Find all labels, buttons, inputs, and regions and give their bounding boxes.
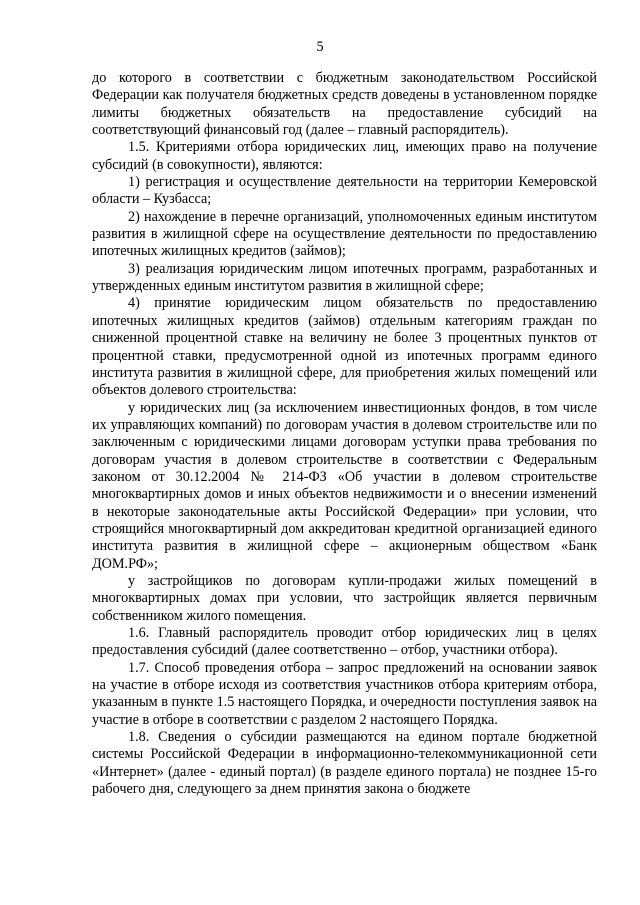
paragraph-criterion-2: 2) нахождение в перечне организаций, уполномоченных единым институтом развития в жилищной сфере на осуществление деятельности по предоставлению ипотечных жилищных кредитов (займов); — [92, 208, 597, 260]
paragraph-criterion-4: 4) принятие юридическим лицом обязательств по предоставлению ипотечных жилищных кредитов (займов) отдельным категориям граждан по сниженной процентной ставке на величину не более 3 процентных пунктов от процентной ставки, предусмотренной одной из ипотечных программ единого института развития в жилищной сфере, для приобретения жилых помещений или объектов долевого строительства: — [92, 295, 597, 399]
paragraph-1-6: 1.6. Главный распорядитель проводит отбор юридических лиц в целях предоставления субсидий (далее соответственно – отбор, участники отбора). — [92, 625, 597, 659]
paragraph-legal-entities: у юридических лиц (за исключением инвестиционных фондов, в том числе их управляющих компаний) по договорам участия в долевом строительстве или по заключенным с юридическими лицами договорам уступки права требования по договорам участия в долевом строительстве в соответствии с Федеральным законом от 30.12.2004 № 214-ФЗ «Об участии в долевом строительстве многоквартирных домов и иных объектов недвижимости и о внесении изменений в некоторые законодательные акты Российской Федерации» при условии, что строящийся многоквартирный дом аккредитован кредитной организацией единого института развития в жилищной сфере – акционерным обществом «Банк ДОМ.РФ»; — [92, 399, 597, 572]
paragraph-1-5-criteria: 1.5. Критериями отбора юридических лиц, имеющих право на получение субсидий (в совокупности), являются: — [92, 139, 597, 173]
paragraph-continuation: до которого в соответствии с бюджетным законодательством Российской Федерации как получателя бюджетных средств доведены в установленном порядке лимиты бюджетных обязательств на предоставление субсидий на соответствующий финансовый год (далее – главный распорядитель). — [92, 70, 597, 139]
paragraph-1-7: 1.7. Способ проведения отбора – запрос предложений на основании заявок на участие в отборе исходя из соответствия участников отбора критериям отбора, указанным в пункте 1.5 настоящего Порядка, и очередности поступления заявок на участие в отборе в соответствии с разделом 2 настоящего Порядка. — [92, 659, 597, 728]
paragraph-criterion-1: 1) регистрация и осуществление деятельности на территории Кемеровской области – Кузбасса; — [92, 174, 597, 208]
page-number: 5 — [316, 39, 324, 55]
paragraph-criterion-3: 3) реализация юридическим лицом ипотечных программ, разработанных и утвержденных единым институтом развития в жилищной сфере; — [92, 260, 597, 295]
paragraph-1-8: 1.8. Сведения о субсидии размещаются на едином портале бюджетной системы Российской Федерации в информационно-телекоммуникационной сети «Интернет» (далее - единый портал) (в разделе единого портала) не позднее 15-го рабочего дня, следующего за днем принятия закона о бюджете — [92, 729, 597, 798]
document-body — [92, 70, 597, 798]
paragraph-developers: у застройщиков по договорам купли-продажи жилых помещений в многоквартирных домах при условии, что застройщик является первичным собственником жилого помещения. — [92, 572, 597, 624]
